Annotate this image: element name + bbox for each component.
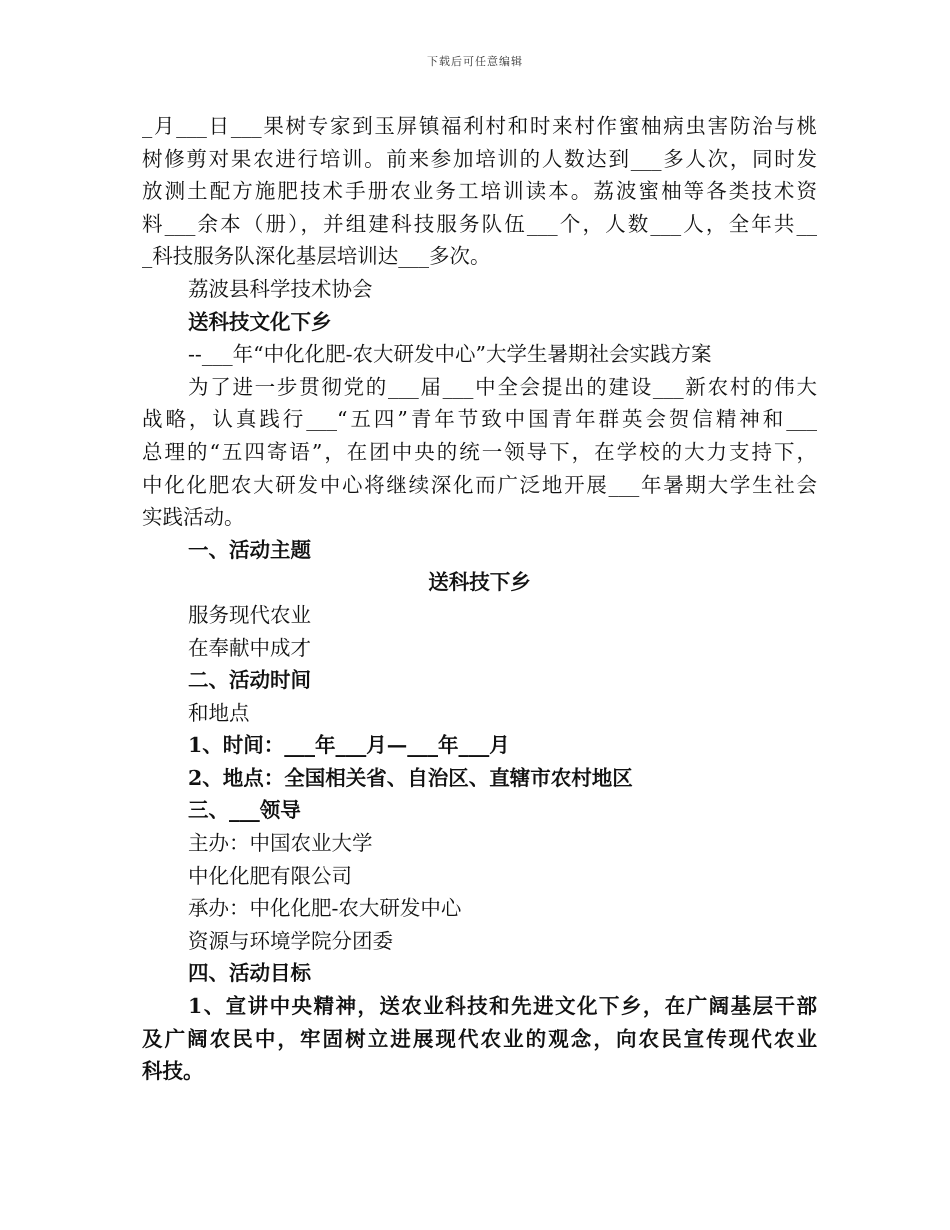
paragraph-line: 为了进一步贯彻党的___届___中全会提出的建设___新农村的伟大 [188, 374, 817, 399]
heading-time: 二、活动时间 [188, 668, 311, 693]
org-name: 荔波县科学技术协会 [188, 276, 373, 301]
subtitle: --___年“中化化肥-农大研发中心”大学生暑期社会实践方案 [188, 342, 712, 367]
document-body [142, 110, 817, 1088]
page-header: 下载后可任意编辑 [427, 55, 523, 68]
heading-theme: 一、活动主题 [188, 537, 311, 562]
paragraph-line: _科技服务队深化基层培训达___多次。 [142, 244, 491, 269]
paragraph-line: _月___日___果树专家到玉屏镇福利村和时来村作蜜柚病虫害防治与桃 [142, 114, 817, 138]
goal-line: 科技。 [142, 1059, 204, 1084]
host-line: 中化化肥有限公司 [188, 863, 352, 888]
goal-line: 1、宣讲中央精神，送农业科技和先进文化下乡，在广阔基层干部 [188, 994, 817, 1019]
heading-goals: 四、活动目标 [188, 961, 311, 986]
theme-line: 服务现代农业 [188, 602, 311, 627]
goal-line: 及广阔农民中，牢固树立进展现代农业的观念，向农民宣传现代农业 [142, 1026, 817, 1051]
theme-line: 在奉献中成才 [188, 635, 311, 660]
heading-time-cont: 和地点 [188, 700, 250, 725]
organizer-line: 承办：中化化肥-农大研发中心 [188, 896, 462, 921]
paragraph-line: 树修剪对果农进行培训。前来参加培训的人数达到___多人次，同时发 [142, 146, 817, 171]
section-title: 送科技文化下乡 [188, 309, 332, 334]
paragraph-line: 战略，认真践行___“五四”青年节致中国青年群英会贺信精神和___ [142, 407, 817, 432]
paragraph-line: 总理的“五四寄语”，在团中央的统一领导下，在学校的大力支持下， [142, 439, 817, 464]
paragraph-line: 料___余本（册），并组建科技服务队伍___个，人数___人，全年共__ [142, 211, 817, 236]
organizer-line: 资源与环境学院分团委 [188, 928, 393, 953]
theme-title: 送科技下乡 [428, 570, 531, 595]
paragraph-line: 放测土配方施肥技术手册农业务工培训读本。荔波蜜柚等各类技术资 [142, 179, 817, 204]
time-item: 1、时间：___年___月—___年___月 [188, 733, 510, 758]
paragraph-line: 中化化肥农大研发中心将继续深化而广泛地开展___年暑期大学生社会 [142, 472, 817, 497]
heading-leadership: 三、___领导 [188, 798, 301, 823]
paragraph-line: 实践活动。 [142, 505, 245, 530]
location-item: 2、地点：全国相关省、自治区、直辖市农村地区 [188, 765, 633, 790]
host-line: 主办：中国农业大学 [188, 831, 373, 856]
